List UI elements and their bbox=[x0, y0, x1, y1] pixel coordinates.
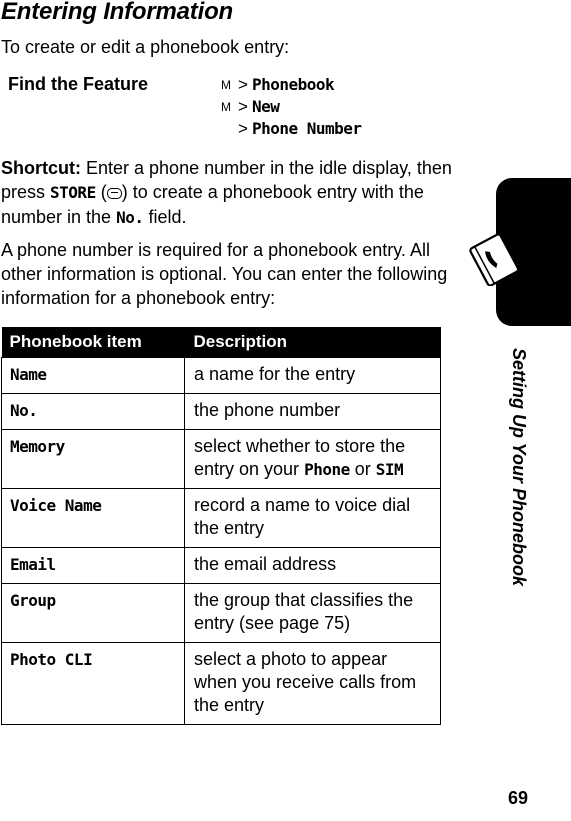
item-name: Group bbox=[10, 591, 56, 610]
shortcut-label: Shortcut: bbox=[1, 158, 81, 178]
column-header-item: Phonebook item bbox=[2, 327, 185, 358]
item-name: Memory bbox=[10, 437, 65, 456]
sim-option: SIM bbox=[375, 460, 404, 479]
menu-key-icon: M bbox=[221, 78, 231, 92]
phonebook-items-table bbox=[1, 327, 441, 725]
table-row bbox=[2, 394, 441, 430]
item-description: record a name to voice dial the entry bbox=[185, 489, 441, 548]
feature-steps bbox=[220, 74, 362, 140]
find-feature-label: Find the Feature bbox=[8, 74, 149, 94]
feature-step bbox=[220, 96, 362, 118]
table-row bbox=[2, 548, 441, 584]
item-description: the phone number bbox=[185, 394, 441, 430]
find-feature-block bbox=[8, 74, 428, 144]
store-key-label: STORE bbox=[50, 183, 96, 202]
phonebook-icon bbox=[465, 232, 527, 286]
section-label: Setting Up Your Phonebook bbox=[509, 348, 529, 586]
item-name: No. bbox=[10, 401, 38, 420]
column-header-description: Description bbox=[185, 327, 441, 358]
feature-step bbox=[220, 74, 362, 96]
item-description: select a photo to appear when you receive calls from the entry bbox=[185, 643, 441, 725]
item-name: Photo CLI bbox=[10, 650, 93, 669]
item-description: the group that classifies the entry (see page 75) bbox=[185, 584, 441, 643]
feature-step bbox=[220, 118, 362, 140]
table-row bbox=[2, 584, 441, 643]
item-description: the email address bbox=[185, 548, 441, 584]
item-name: Email bbox=[10, 555, 56, 574]
table-row bbox=[2, 358, 441, 394]
page-number: 69 bbox=[508, 788, 529, 808]
step-separator: > bbox=[238, 119, 248, 138]
table-row bbox=[2, 430, 441, 489]
menu-key-icon: M bbox=[221, 100, 231, 114]
shortcut-paragraph bbox=[1, 156, 463, 230]
step-label: New bbox=[251, 97, 280, 116]
page-title: Entering Information bbox=[1, 0, 233, 25]
step-separator: > bbox=[238, 75, 248, 94]
number-field-label: No. bbox=[116, 208, 144, 227]
step-label: Phonebook bbox=[251, 75, 335, 94]
shortcut-text: field. bbox=[143, 207, 187, 227]
step-label: Phone Number bbox=[251, 119, 362, 138]
phone-option: Phone bbox=[304, 460, 350, 479]
shortcut-text: ) to create a phonebook entry with the number in the bbox=[1, 182, 424, 227]
table-row bbox=[2, 489, 441, 548]
shortcut-text: Enter a phone number in the idle display, then press bbox=[1, 158, 452, 202]
step-separator: > bbox=[238, 97, 248, 116]
intro-text: To create or edit a phonebook entry: bbox=[1, 37, 290, 57]
item-description: select whether to store the entry on your Phone or SIM bbox=[185, 430, 441, 489]
table-header-row bbox=[2, 327, 441, 358]
item-name: Name bbox=[10, 365, 47, 384]
item-description: a name for the entry bbox=[185, 358, 441, 394]
right-soft-key-icon bbox=[107, 188, 122, 199]
shortcut-text: ( bbox=[95, 182, 107, 202]
item-name: Voice Name bbox=[10, 496, 102, 515]
table-row bbox=[2, 643, 441, 725]
info-paragraph: A phone number is required for a phonebook entry. All other information is optional. You can enter the following information for a phonebook entry: bbox=[1, 240, 448, 308]
